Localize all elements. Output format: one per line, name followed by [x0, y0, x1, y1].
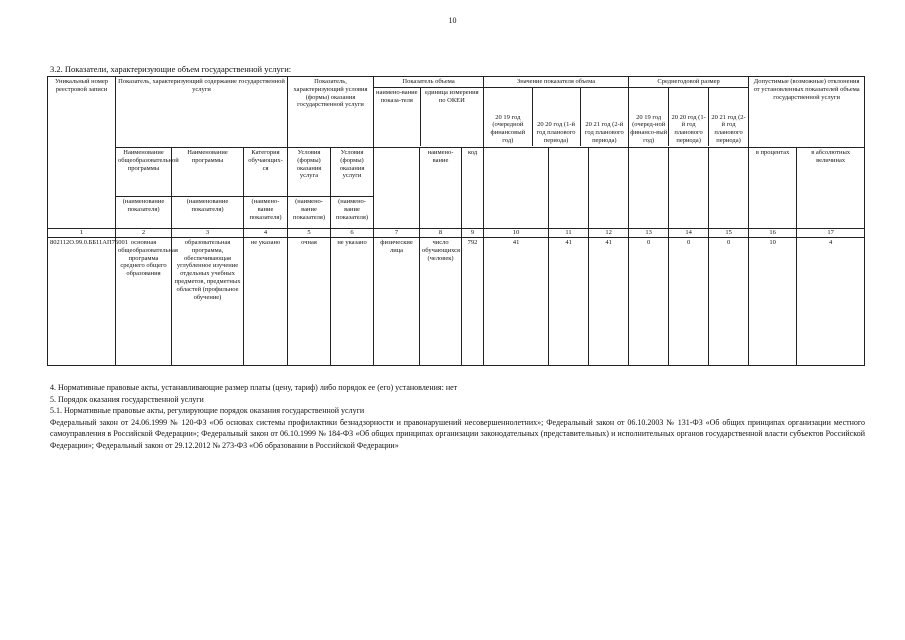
note-5-1: 5.1. Нормативные правовые акты, регулирующие порядок оказания государственной услуги	[50, 406, 365, 416]
record-id-cell: 802112О.99.0.ББ11АП76001	[48, 238, 116, 366]
header-y2020-volume: 20 20 год (1-й год планового периода)	[532, 87, 580, 146]
header-indicator-name-4: (наимено-вание показателя)	[288, 197, 331, 229]
header-avg-size-block	[629, 77, 749, 148]
column-number: 2	[116, 229, 172, 238]
column-number: 14	[669, 229, 709, 238]
header-allowed-deviation: Допустимые (возможные) отклонения от установленных показателей объема государственной услуги	[749, 77, 865, 148]
header-y2019-avg-empty	[629, 148, 669, 229]
header-y2021-avg-empty	[709, 148, 749, 229]
header-prog-name: Наименование программы	[172, 148, 244, 197]
header-unit-code: код	[462, 148, 484, 229]
section-title: 3.2. Показатели, характеризующие объем государственной услуги:	[50, 64, 292, 74]
column-number: 13	[629, 229, 669, 238]
note-5: 5. Порядок оказания государственной услуги	[50, 394, 204, 404]
header-unit-name: наимено-вание	[420, 148, 462, 229]
header-student-category: Категория обучающих-ся	[244, 148, 288, 197]
unit-code-cell: 792	[462, 238, 484, 366]
header-y2019-avg: 20 19 год (очеред-ной финансо-вый год)	[629, 87, 669, 146]
header-y2020-volume-empty	[549, 148, 589, 229]
header-indicator-name-2: (наименование показателя)	[172, 197, 244, 229]
header-y2020-avg-empty	[669, 148, 709, 229]
column-number: 7	[374, 229, 420, 238]
header-indicator-name-5: (наимено-вание показателя)	[331, 197, 374, 229]
header-unique-record: Уникальный номер реестровой записи	[48, 77, 116, 229]
unit-name-cell: число обучающихся (человек)	[420, 238, 462, 366]
column-number: 9	[462, 229, 484, 238]
column-number: 4	[244, 229, 288, 238]
column-number: 8	[420, 229, 462, 238]
header-in-absolute: в абсолютных величинах	[797, 148, 865, 229]
avg-2021-cell: 0	[709, 238, 749, 366]
avg-2020-cell: 0	[669, 238, 709, 366]
volume-value-subtable	[484, 77, 628, 146]
header-indicator-name-3: (наимено-вание показателя)	[244, 197, 288, 229]
header-row-2	[48, 148, 865, 197]
deviation-percent-cell: 10	[749, 238, 797, 366]
header-y2021-volume: 20 21 год (2-й год планового периода)	[584, 121, 624, 144]
header-content-indicator: Показатель, характеризующий содержание государственной услуги	[116, 77, 288, 148]
column-number: 12	[589, 229, 629, 238]
header-y2019-volume: 20 19 год (очередной финансовый год)	[484, 87, 532, 146]
header-y2021-volume-empty	[589, 148, 629, 229]
volume-indicator-subtable	[374, 77, 483, 146]
header-edu-name: Наименование общеобразовательной программы	[116, 148, 172, 197]
notes-section	[50, 382, 865, 452]
header-in-percent: в процентах	[749, 148, 797, 229]
header-cond-form-1: Условия (формы) оказания услуга	[288, 148, 331, 197]
column-number: 5	[288, 229, 331, 238]
header-volume-indicator-block	[374, 77, 484, 148]
volume-indicators-table	[47, 76, 865, 366]
header-volume-indicator: Показатель объема	[374, 77, 483, 87]
column-number: 15	[709, 229, 749, 238]
program-cell: образовательная программа, обеспечивающая углубленное изучение отдельных учебных предметов, предметных областей (профильное обучение)	[172, 238, 244, 366]
column-number: 11	[549, 229, 589, 238]
table-row	[48, 238, 865, 366]
indicator-cell: физические лица	[374, 238, 420, 366]
page-number: 10	[448, 16, 457, 25]
avg-2019-cell: 0	[629, 238, 669, 366]
value-2020-cell: 41	[549, 238, 589, 366]
header-indicator-name-1: (наименование показателя)	[116, 197, 172, 229]
column-number: 10	[484, 229, 549, 238]
header-y2019-volume-empty	[484, 148, 549, 229]
value-2021-cell: 41	[589, 238, 629, 366]
header-volume-name: наимено-вание показа-теля	[374, 87, 420, 146]
column-number: 17	[797, 229, 865, 238]
note-4: 4. Нормативные правовые акты, устанавливающие размер платы (цену, тариф) либо порядок ее (его) установления: нет	[50, 383, 458, 392]
column-number-row	[48, 229, 865, 238]
header-avg-size: Среднегодовой размер	[629, 77, 748, 87]
avg-size-subtable	[629, 77, 748, 146]
column-number: 1	[48, 229, 116, 238]
deviation-absolute-cell: 4	[797, 238, 865, 366]
header-unit: единица измерения по ОКЕИ	[425, 88, 479, 104]
laws-paragraph: Федеральный закон от 24.06.1999 № 120-ФЗ «Об основах системы профилактики безнадзорности и правонарушений несовершеннолетних»; Федеральный закон от 06.10.2003 № 131-ФЗ «Об общих принципах организации местного самоуправления в Российской Федерации»; Федеральный закон от 06.10.1999 № 184-ФЗ «Об общих принципах организации законодательных (представительных) и исполнительных органов государственной власти субъектов Российской Федерации»; Федеральный закон от 29.12.2012 № 273-ФЗ «Об образовании в Российской Федерации»	[50, 417, 865, 450]
edu-program-cell: основная общеобразовательная программа среднего общего образования	[116, 238, 172, 366]
header-cond-form-2: Условия (формы) оказания услуги	[331, 148, 374, 197]
form-cell: очная	[288, 238, 331, 366]
header-conditions-indicator: Показатель, характеризующий условия (формы) оказания государственной услуги	[288, 77, 374, 148]
header-volume-value: Значение показателя объема	[484, 77, 628, 87]
header-volume-value-block	[484, 77, 629, 148]
column-number: 6	[331, 229, 374, 238]
column-number: 3	[172, 229, 244, 238]
header-y2020-avg: 20 20 год (1-й год планового периода)	[669, 87, 709, 146]
header-y2021-avg: 20 21 год (2-й год планового периода)	[711, 113, 746, 144]
value-2019-cell: 41	[484, 238, 549, 366]
header-volume-name-empty	[374, 148, 420, 229]
header-row-1	[48, 77, 865, 148]
category-cell: не указано	[244, 238, 288, 366]
form2-cell: не указано	[331, 238, 374, 366]
column-number: 16	[749, 229, 797, 238]
